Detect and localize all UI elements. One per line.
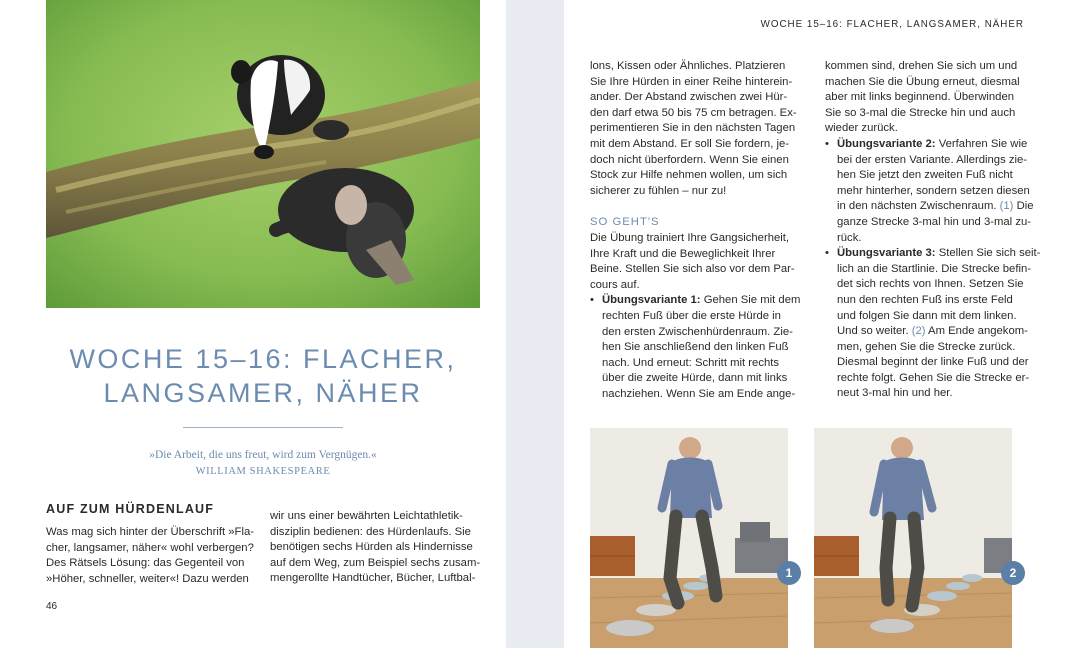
text-line: ganze Strecke 3-mal hin und 3-mal zu- bbox=[837, 215, 1032, 228]
body-column-4 bbox=[825, 59, 1041, 402]
body-column-1 bbox=[46, 525, 260, 587]
text-line: neut 3-mal hin und her. bbox=[837, 387, 953, 400]
text-line: auf dem Weg, zum Beispiel sechs zusam- bbox=[270, 556, 481, 569]
bullet-icon: • bbox=[590, 294, 594, 307]
text-span: Die bbox=[1013, 200, 1034, 213]
text-line: lich an die Startlinie. Die Strecke befin- bbox=[837, 262, 1032, 275]
text-line: aber mit links beginnend. Überwinden bbox=[825, 91, 1015, 104]
epigraph-author: WILLIAM SHAKESPEARE bbox=[195, 466, 331, 477]
variant-label: Übungsvariante 1: bbox=[602, 294, 701, 307]
text-line: »Höher, schneller, weiter«! Dazu werden bbox=[46, 572, 249, 585]
text-span: Stellen Sie sich seit- bbox=[935, 247, 1041, 260]
text-line: Stock zur Hilfe nehmen wollen, um sich bbox=[590, 169, 788, 182]
exercise-photo-1 bbox=[590, 428, 788, 648]
text-line: doch nicht überfordern. Wenn Sie einen bbox=[590, 153, 789, 166]
running-head: WOCHE 15–16: FLACHER, LANGSAMER, NÄHER bbox=[760, 19, 1024, 30]
figure-badge-2: 2 bbox=[1001, 561, 1025, 585]
text-line: hen Sie jetzt den zweiten Fuß nicht bbox=[837, 169, 1013, 182]
bullet-icon: • bbox=[825, 137, 829, 150]
text-line: mit dem Abstand. Er soll Sie fordern, je- bbox=[590, 137, 790, 150]
figure-reference: (1) bbox=[999, 200, 1014, 213]
text-line: cher, langsamer, näher« wohl verbergen? bbox=[46, 541, 254, 554]
exercise-photo-2 bbox=[814, 428, 1012, 648]
text-line: mehr hinterher, sondern setzen diesen bbox=[837, 184, 1030, 197]
variant-label: Übungsvariante 3: bbox=[837, 247, 936, 260]
text-line: lons, Kissen oder Ähnliches. Platzieren bbox=[590, 60, 786, 72]
text-line: benötigen sechs Hürden als Hindernisse bbox=[270, 541, 473, 554]
chapter-title-line-1: WOCHE 15–16: FLACHER, bbox=[69, 344, 457, 374]
text-line: machen Sie die Übung erneut, diesmal bbox=[825, 75, 1020, 88]
text-line: den darf etwa 50 bis 75 cm betragen. Ex- bbox=[590, 106, 797, 119]
page-number: 46 bbox=[46, 601, 58, 612]
text-span: Und so weiter. bbox=[837, 325, 912, 338]
chapter-title-line-2: LANGSAMER, NÄHER bbox=[103, 378, 423, 408]
text-line: ander. Der Abstand zwischen zwei Hür- bbox=[590, 91, 788, 104]
chapter-title bbox=[46, 342, 480, 410]
figure-reference: (2) bbox=[911, 325, 926, 338]
text-span: Am Ende angekom- bbox=[925, 325, 1028, 338]
text-line: und folgen Sie dann mit dem linken. bbox=[837, 309, 1017, 322]
variant-label: Übungsvariante 2: bbox=[837, 137, 936, 150]
text-line: bei der ersten Variante. Allerdings zie- bbox=[837, 153, 1028, 166]
text-line: rechten Fuß über die erste Hürde in bbox=[602, 309, 781, 322]
body-column-2 bbox=[270, 509, 484, 587]
text-line: sicherer zu fühlen – nur zu! bbox=[590, 184, 727, 197]
text-line: nun den rechten Fuß ins erste Feld bbox=[837, 293, 1013, 306]
text-line: kommen sind, drehen Sie sich um und bbox=[825, 60, 1018, 72]
text-line: Diesmal beginnt der linke Fuß und der bbox=[837, 356, 1029, 369]
text-line: rück. bbox=[837, 231, 862, 244]
list-item-variant-3 bbox=[825, 246, 1041, 262]
text-line bbox=[825, 324, 1035, 340]
text-line: Ihre Kraft und die Beweglichkeit Ihrer bbox=[590, 247, 776, 260]
text-line: wieder zurück. bbox=[825, 122, 898, 135]
epigraph-quote: »Die Arbeit, die uns freut, wird zum Vergnügen.« bbox=[149, 449, 377, 461]
text-line: nachziehen. Wenn Sie am Ende ange- bbox=[602, 387, 796, 400]
text-line: men, gehen Sie die Strecke zurück. bbox=[837, 340, 1016, 353]
text-line: Sie so 3-mal die Strecke hin und auch bbox=[825, 106, 1016, 119]
text-line: Des Rätsels Lösung: das Gegenteil von bbox=[46, 557, 245, 570]
text-line: rechte folgt. Gehen Sie die Strecke er- bbox=[837, 371, 1030, 384]
text-line: nach. Und erneut: Schritt mit rechts bbox=[602, 356, 780, 369]
text-span: in den nächsten Zwischenraum. bbox=[837, 200, 1000, 213]
text-line: det sich rechts von Ihnen. Setzen Sie bbox=[837, 278, 1024, 291]
badger-photo bbox=[46, 0, 480, 308]
section-heading: AUF ZUM HÜRDENLAUF bbox=[46, 502, 215, 516]
subheading-so-gehts: SO GEHT'S bbox=[590, 216, 660, 229]
list-item-variant-2 bbox=[825, 137, 1035, 153]
text-line bbox=[825, 199, 1035, 215]
text-line: den ersten Zwischenhürdenraum. Zie- bbox=[602, 325, 793, 338]
text-line: Beine. Stellen Sie sich also vor dem Par- bbox=[590, 263, 795, 276]
text-line: Die Übung trainiert Ihre Gangsicherheit, bbox=[590, 231, 790, 244]
text-span: Gehen Sie mit dem bbox=[700, 294, 801, 307]
figure-badge-1: 1 bbox=[777, 561, 801, 585]
text-line: perimentieren Sie in den nächsten Tagen bbox=[590, 122, 796, 135]
title-divider bbox=[183, 427, 343, 428]
left-page bbox=[0, 0, 506, 648]
text-line: disziplin bedienen: des Hürdenlaufs. Sie bbox=[270, 525, 471, 538]
text-line: cours auf. bbox=[590, 278, 640, 291]
body-column-3 bbox=[590, 59, 810, 402]
bullet-icon: • bbox=[825, 247, 829, 260]
list-item-variant-1 bbox=[590, 293, 810, 309]
text-line: mengerollte Handtücher, Bücher, Luftbal- bbox=[270, 572, 476, 585]
text-line: über die zweite Hürde, dann mit links bbox=[602, 372, 788, 385]
text-line: wir uns einer bewährten Leichtathletik- bbox=[270, 510, 463, 522]
page-gutter bbox=[506, 0, 564, 648]
text-span: Verfahren Sie wie bbox=[935, 137, 1028, 150]
text-line: hen Sie anschließend den linken Fuß bbox=[602, 341, 789, 354]
text-line: Was mag sich hinter der Überschrift »Fla- bbox=[46, 526, 255, 538]
text-line: Sie Ihre Hürden in einer Reihe hinterein- bbox=[590, 75, 793, 88]
